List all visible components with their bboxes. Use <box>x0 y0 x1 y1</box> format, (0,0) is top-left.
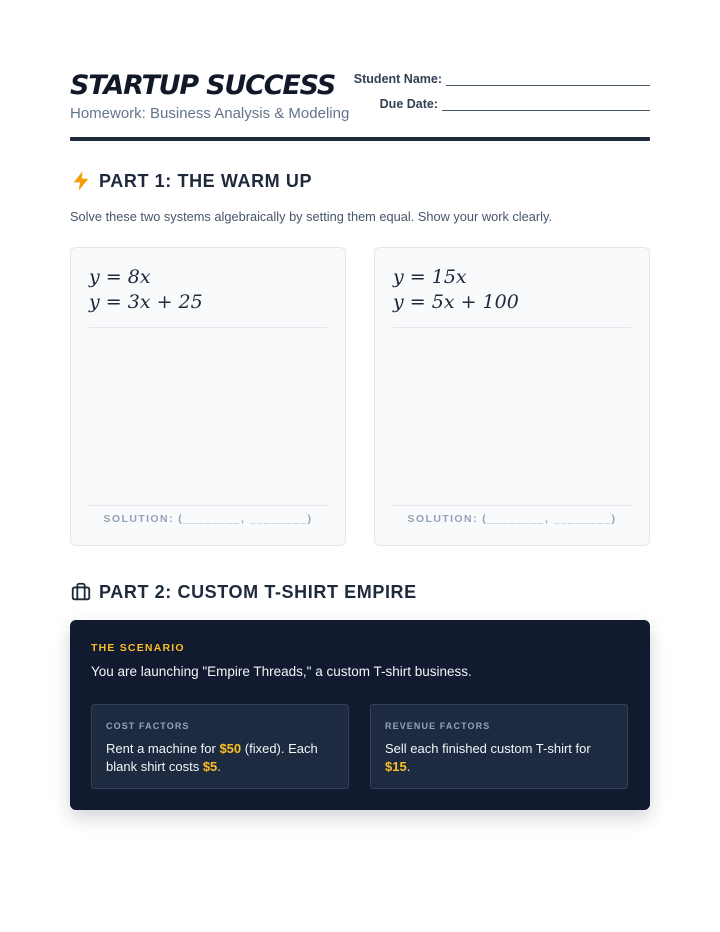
system-box-2[interactable] <box>374 247 650 546</box>
fixed-cost-value: $50 <box>219 741 242 756</box>
briefcase-icon <box>70 581 92 603</box>
solution-divider <box>89 505 327 506</box>
equation-divider <box>89 327 327 328</box>
header-divider <box>70 137 650 141</box>
eq-rhs: 8x <box>127 266 151 288</box>
cost-text: (fixed). Each blank shirt costs <box>106 741 318 774</box>
eq-lhs: y <box>393 291 404 313</box>
system-2-equation-1: y = 15x <box>393 266 467 288</box>
revenue-factors-text <box>385 740 617 776</box>
student-name-label: Student Name: <box>353 72 442 86</box>
scenario-panel <box>70 620 650 810</box>
system-2-equation-2: y = 5x + 100 <box>393 291 519 313</box>
cost-factors-label: COST FACTORS <box>106 721 190 731</box>
due-date-label: Due Date: <box>379 97 438 111</box>
student-name-field[interactable] <box>354 72 650 86</box>
scenario-text: You are launching "Empire Threads," a custom T-shirt business. <box>91 664 472 679</box>
student-name-blank[interactable] <box>446 74 650 86</box>
system-1-equation-2: y = 3x + 25 <box>89 291 203 313</box>
part2-heading <box>70 581 417 603</box>
solution-divider <box>393 505 631 506</box>
due-date-blank[interactable] <box>442 99 650 111</box>
eq-lhs: y <box>393 266 404 288</box>
system-box-1[interactable] <box>70 247 346 546</box>
unit-cost-value: $5 <box>202 759 218 774</box>
due-date-field[interactable] <box>380 97 650 111</box>
cost-text: Rent a machine for <box>106 741 220 756</box>
system-1-equation-1: y = 8x <box>89 266 151 288</box>
worksheet-title: STARTUP SUCCESS <box>70 70 336 101</box>
system-1-solution: SOLUTION: (________, ________) <box>103 513 313 525</box>
part2-title: PART 2: CUSTOM T-SHIRT EMPIRE <box>99 581 417 602</box>
cost-factors-text <box>106 740 338 776</box>
worksheet-header <box>70 68 650 140</box>
eq-lhs: y <box>89 266 100 288</box>
revenue-factors-card <box>370 704 628 789</box>
part1-title: PART 1: THE WARM UP <box>99 170 313 191</box>
lightning-bolt-icon <box>70 170 92 192</box>
system-2-solution: SOLUTION: (________, ________) <box>407 513 617 525</box>
part1-instructions: Solve these two systems algebraically by setting them equal. Show your work clearly. <box>70 209 552 224</box>
cost-text: . <box>217 759 221 774</box>
eq-rhs: 3x + 25 <box>127 291 203 313</box>
cost-factors-card <box>91 704 349 789</box>
part1-heading <box>70 170 312 192</box>
eq-rhs: 15x <box>431 266 467 288</box>
equation-divider <box>393 327 631 328</box>
revenue-factors-label: REVENUE FACTORS <box>385 721 491 731</box>
worksheet-subtitle: Homework: Business Analysis & Modeling <box>70 105 350 122</box>
scenario-label: THE SCENARIO <box>91 642 185 654</box>
eq-rhs: 5x + 100 <box>431 291 519 313</box>
eq-lhs: y <box>89 291 100 313</box>
revenue-text: Sell each finished custom T-shirt for <box>385 741 591 756</box>
revenue-text: . <box>406 759 411 774</box>
price-value: $15 <box>385 759 407 774</box>
